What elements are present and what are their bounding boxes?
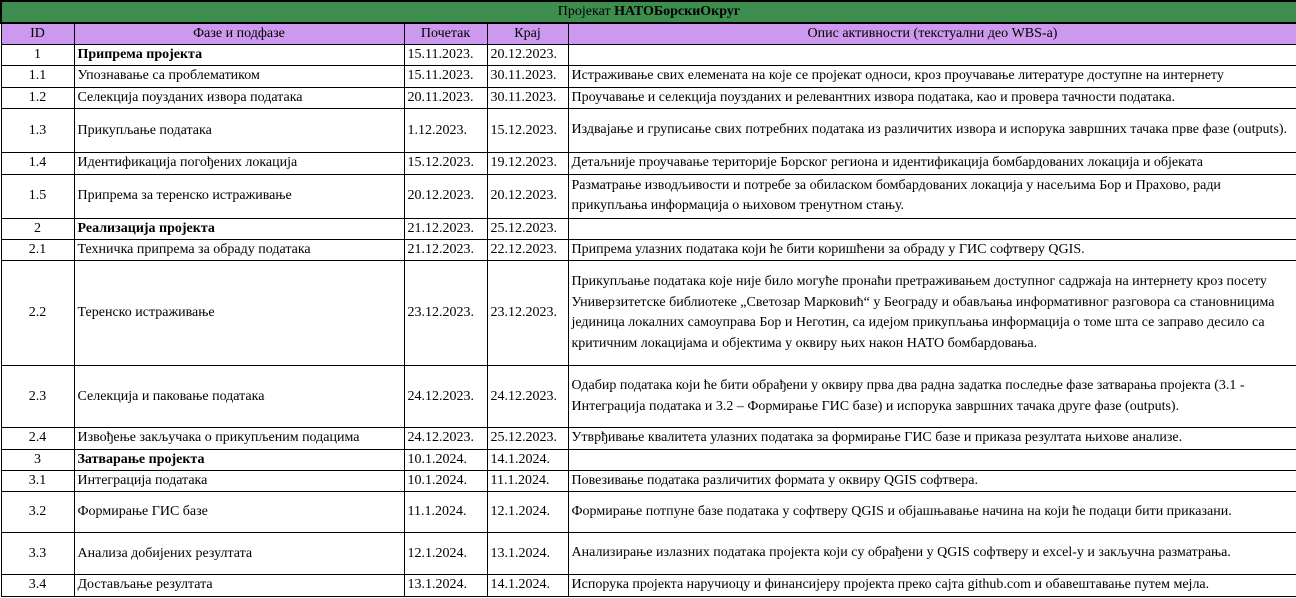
cell-id[interactable]: 3.2 <box>1 492 74 533</box>
cell-id[interactable]: 3.3 <box>1 533 74 575</box>
cell-end-date[interactable]: 25.12.2023. <box>487 428 568 450</box>
project-title[interactable] <box>1 1 1296 23</box>
cell-id[interactable]: 2.4 <box>1 428 74 450</box>
table-row <box>1 575 1296 597</box>
cell-description[interactable]: Проучавање и селекција поузданих и релевантних извора података, као и провера тачности података. <box>568 87 1296 109</box>
cell-end-date[interactable]: 14.1.2024. <box>487 575 568 597</box>
cell-phase-name[interactable]: Прикупљање података <box>74 109 404 153</box>
cell-phase-name[interactable]: Анализа добијених резултата <box>74 533 404 575</box>
header-end[interactable]: Крај <box>487 23 568 45</box>
cell-description[interactable]: Утврђивање квалитета улазних података за формирање ГИС базе и приказа резултата њихове анализе. <box>568 428 1296 450</box>
cell-end-date[interactable]: 13.1.2024. <box>487 533 568 575</box>
cell-start-date[interactable]: 21.12.2023. <box>404 239 487 261</box>
cell-description[interactable]: Издвајање и груписање свих потребних података из различитих извора и испорука завршних тачака прве фазе (outputs). <box>568 109 1296 153</box>
table-row <box>1 366 1296 428</box>
cell-description[interactable]: Припрема улазних података који ће бити коришћени за обраду у ГИС софтверу QGIS. <box>568 239 1296 261</box>
cell-id[interactable]: 2.2 <box>1 261 74 366</box>
cell-id[interactable]: 1.3 <box>1 109 74 153</box>
phase-row <box>1 45 1296 66</box>
cell-id[interactable]: 2 <box>1 218 74 239</box>
cell-end-date[interactable]: 14.1.2024. <box>487 449 568 470</box>
header-start[interactable]: Почетак <box>404 23 487 45</box>
cell-description[interactable]: Детаљније проучавање територије Борског региона и идентификација бомбардованих локација и објеката <box>568 153 1296 175</box>
cell-start-date[interactable]: 11.1.2024. <box>404 492 487 533</box>
cell-start-date[interactable]: 1.12.2023. <box>404 109 487 153</box>
cell-start-date[interactable]: 20.11.2023. <box>404 87 487 109</box>
cell-description[interactable] <box>568 218 1296 239</box>
project-title-name: НАТОБорскиОкруг <box>614 4 741 19</box>
cell-start-date[interactable]: 10.1.2024. <box>404 449 487 470</box>
cell-end-date[interactable]: 23.12.2023. <box>487 261 568 366</box>
phase-row <box>1 218 1296 239</box>
table-row <box>1 87 1296 109</box>
cell-description[interactable]: Прикупљање података које није било могуће пронаћи претраживањем доступног садржаја на интернету кроз посету Универзитетске библиотеке „Светозар Марковић“ у Београду и обављања информативног разговора са становницима јединица локалних самоуправа Бор и Неготин, са идејом прикупљања информација о томе шта се заправо десило са критичним локацијама и објектима у оквиру њих након НАТО бомбардовања. <box>568 261 1296 366</box>
cell-start-date[interactable]: 15.12.2023. <box>404 153 487 175</box>
cell-phase-name[interactable]: Извођење закључака о прикупљеним подацима <box>74 428 404 450</box>
cell-end-date[interactable]: 22.12.2023. <box>487 239 568 261</box>
cell-phase-name[interactable]: Реализација пројекта <box>74 218 404 239</box>
cell-phase-name[interactable]: Селекција и паковање података <box>74 366 404 428</box>
cell-phase-name[interactable]: Припрема пројекта <box>74 45 404 66</box>
cell-id[interactable]: 2.1 <box>1 239 74 261</box>
cell-end-date[interactable]: 25.12.2023. <box>487 218 568 239</box>
table-row <box>1 109 1296 153</box>
cell-id[interactable]: 3.4 <box>1 575 74 597</box>
cell-start-date[interactable]: 12.1.2024. <box>404 533 487 575</box>
cell-start-date[interactable]: 10.1.2024. <box>404 470 487 492</box>
cell-description[interactable] <box>568 449 1296 470</box>
cell-description[interactable]: Истраживање свих елемената на које се пројекат односи, кроз проучавање литературе доступне на интернету <box>568 66 1296 88</box>
cell-description[interactable]: Испорука пројекта наручиоцу и финансијеру пројекта преко сајта github.com и обавештавање путем мејла. <box>568 575 1296 597</box>
cell-start-date[interactable]: 21.12.2023. <box>404 218 487 239</box>
cell-start-date[interactable]: 13.1.2024. <box>404 575 487 597</box>
cell-phase-name[interactable]: Селекција поузданих извора података <box>74 87 404 109</box>
project-title-prefix: Пројекат <box>557 4 615 19</box>
cell-end-date[interactable]: 15.12.2023. <box>487 109 568 153</box>
cell-end-date[interactable]: 20.12.2023. <box>487 174 568 218</box>
title-row <box>1 1 1296 23</box>
cell-end-date[interactable]: 20.12.2023. <box>487 45 568 66</box>
cell-id[interactable]: 1 <box>1 45 74 66</box>
cell-start-date[interactable]: 20.12.2023. <box>404 174 487 218</box>
cell-phase-name[interactable]: Припрема за теренско истраживање <box>74 174 404 218</box>
cell-end-date[interactable]: 12.1.2024. <box>487 492 568 533</box>
table-row <box>1 470 1296 492</box>
cell-start-date[interactable]: 24.12.2023. <box>404 366 487 428</box>
cell-start-date[interactable]: 23.12.2023. <box>404 261 487 366</box>
cell-end-date[interactable]: 19.12.2023. <box>487 153 568 175</box>
table-row <box>1 492 1296 533</box>
table-row <box>1 428 1296 450</box>
cell-phase-name[interactable]: Техничка припрема за обраду података <box>74 239 404 261</box>
cell-id[interactable]: 2.3 <box>1 366 74 428</box>
header-description[interactable]: Опис активности (текстуални део WBS-а) <box>568 23 1296 45</box>
cell-end-date[interactable]: 24.12.2023. <box>487 366 568 428</box>
cell-start-date[interactable]: 24.12.2023. <box>404 428 487 450</box>
cell-id[interactable]: 3 <box>1 449 74 470</box>
cell-phase-name[interactable]: Затварање пројекта <box>74 449 404 470</box>
table-row <box>1 261 1296 366</box>
cell-end-date[interactable]: 30.11.2023. <box>487 87 568 109</box>
cell-description[interactable]: Анализирање излазних података пројекта који су обрађени у QGIS софтверу и excel-у и закључна разматрања. <box>568 533 1296 575</box>
cell-id[interactable]: 1.4 <box>1 153 74 175</box>
cell-phase-name[interactable]: Достављање резултата <box>74 575 404 597</box>
table-row <box>1 533 1296 575</box>
phase-row <box>1 449 1296 470</box>
cell-phase-name[interactable]: Идентификација погођених локација <box>74 153 404 175</box>
cell-start-date[interactable]: 15.11.2023. <box>404 45 487 66</box>
table-row <box>1 239 1296 261</box>
cell-end-date[interactable]: 11.1.2024. <box>487 470 568 492</box>
cell-end-date[interactable]: 30.11.2023. <box>487 66 568 88</box>
cell-id[interactable]: 1.1 <box>1 66 74 88</box>
cell-phase-name[interactable]: Формирање ГИС базе <box>74 492 404 533</box>
cell-description[interactable]: Повезивање података различитих формата у оквиру QGIS софтвера. <box>568 470 1296 492</box>
cell-description[interactable]: Формирање потпуне базе података у софтверу QGIS и објашњавање начина на који ће подаци бити приказани. <box>568 492 1296 533</box>
header-phase[interactable]: Фазе и подфазе <box>74 23 404 45</box>
cell-phase-name[interactable]: Упознавање са проблематиком <box>74 66 404 88</box>
cell-id[interactable]: 3.1 <box>1 470 74 492</box>
cell-description[interactable]: Одабир података који ће бити обрађени у оквиру прва два радна задатка последње фазе затварања пројекта (3.1 - Интеграција података и 3.2 – Формирање ГИС базе) и испорука завршних тачака друге фазе (outputs). <box>568 366 1296 428</box>
cell-id[interactable]: 1.5 <box>1 174 74 218</box>
table-row <box>1 153 1296 175</box>
cell-phase-name[interactable]: Интеграција података <box>74 470 404 492</box>
cell-id[interactable]: 1.2 <box>1 87 74 109</box>
header-id[interactable]: ID <box>1 23 74 45</box>
table-row <box>1 174 1296 218</box>
table-row <box>1 66 1296 88</box>
cell-start-date[interactable]: 15.11.2023. <box>404 66 487 88</box>
header-row <box>1 23 1296 45</box>
cell-description[interactable] <box>568 45 1296 66</box>
cell-description[interactable]: Разматрање изводљивости и потребе за обиласком бомбардованих локација у насељима Бор и Прахово, ради прикупљања информација о њиховом тренутном стању. <box>568 174 1296 218</box>
cell-phase-name[interactable]: Теренско истраживање <box>74 261 404 366</box>
